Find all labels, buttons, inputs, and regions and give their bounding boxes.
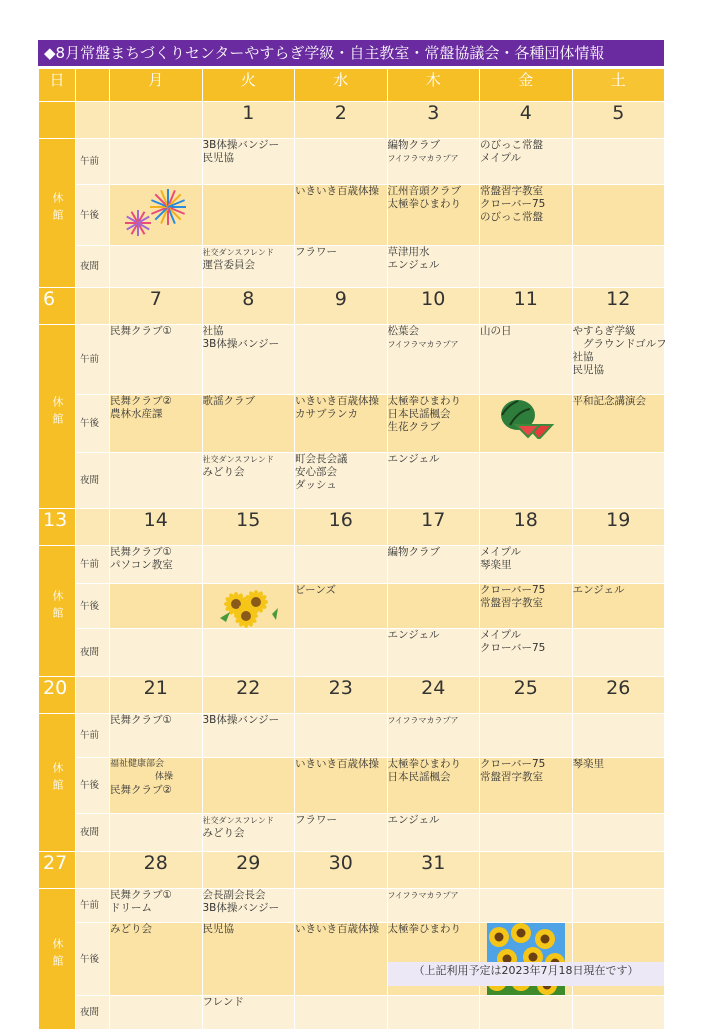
slot-row-ev [39, 629, 665, 677]
event: 山の日 [480, 325, 512, 337]
event: 民児協 [202, 923, 234, 935]
date-label-blank [76, 852, 110, 889]
cell-sat-am [572, 546, 665, 584]
cell-wed-am [295, 325, 388, 395]
event-small: フイフラマカラプア [387, 154, 459, 163]
event: 町会長会議 安心部会 ダッシュ [295, 453, 348, 491]
cell-fri-pm [480, 758, 573, 814]
cell-thu-pm [387, 584, 480, 629]
closed-label [39, 889, 76, 1030]
cell-tue-ev [202, 246, 295, 288]
slot-row-pm [39, 395, 665, 453]
event: 民舞クラブ① パソコン教室 [110, 546, 173, 571]
event: 松葉会 [387, 325, 419, 337]
cell-fri-am [480, 714, 573, 758]
date-sat: 5 [572, 102, 665, 139]
footnote: （上記利用予定は2023年7月18日現在です） [388, 962, 664, 986]
date-tue: 1 [202, 102, 295, 139]
cell-thu-ev [387, 453, 480, 509]
event: エンジェル [572, 584, 625, 596]
closed-text: 休館 [51, 192, 64, 226]
event: やすらぎ学級 グラウンドゴルフ 社協 民児協 [572, 325, 667, 376]
date-row [39, 852, 665, 889]
slot-row-ev [39, 814, 665, 852]
cell-sat-ev [572, 246, 665, 288]
header-mon: 月 [110, 69, 203, 102]
cell-wed-pm [295, 584, 388, 629]
cell-thu-ev [387, 246, 480, 288]
header-blank [76, 69, 110, 102]
event: 3B体操バンジー 民児協 [202, 139, 280, 164]
date-fri: 11 [480, 288, 573, 325]
date-label-blank [76, 288, 110, 325]
closed-label [39, 546, 76, 677]
event: エンジェル [387, 453, 440, 465]
slot-label-ev: 夜間 [76, 246, 110, 288]
date-sat: 26 [572, 677, 665, 714]
cell-mon-ev [110, 814, 203, 852]
event: 会長副会長会 3B体操バンジー [202, 889, 280, 914]
sunflower-icon [216, 584, 280, 628]
date-wed: 16 [295, 509, 388, 546]
cell-thu-ev [387, 629, 480, 677]
date-fri: 25 [480, 677, 573, 714]
date-mon: 14 [110, 509, 203, 546]
cell-fri-ev [480, 246, 573, 288]
event: メイプル クローバー75 [480, 629, 546, 654]
date-sun [39, 102, 76, 139]
cell-fri-am [480, 546, 573, 584]
cell-fri-pm [480, 185, 573, 246]
event: いきいき百歳体操 [295, 923, 379, 935]
event: みどり会 [202, 827, 245, 839]
date-mon: 21 [110, 677, 203, 714]
date-wed: 2 [295, 102, 388, 139]
date-sat [572, 852, 665, 889]
event: 民舞クラブ② 農林水産課 [110, 395, 172, 420]
event-small: 社交ダンスフレンド [202, 816, 274, 825]
event: いきいき百歳体操 [295, 185, 379, 197]
event: フラワー [295, 246, 337, 258]
cell-wed-am [295, 889, 388, 923]
event: 江州音頭クラブ 太極拳ひまわり [387, 185, 461, 210]
event: クローバー75 常盤習字教室 [480, 758, 546, 783]
date-sun: 27 [39, 852, 76, 889]
cell-mon-pm [110, 923, 203, 996]
cell-mon-ev [110, 996, 203, 1030]
slot-label-ev: 夜間 [76, 996, 110, 1030]
event: いきいき百歳体操 [295, 758, 379, 770]
event: 福祉健康部会 体操 [110, 759, 174, 782]
cell-thu-pm [387, 395, 480, 453]
cell-tue-ev [202, 453, 295, 509]
slot-label-am: 午前 [76, 714, 110, 758]
event: 社協 3B体操バンジー [202, 325, 280, 350]
slot-row-ev [39, 453, 665, 509]
date-tue: 8 [202, 288, 295, 325]
date-row [39, 288, 665, 325]
date-row [39, 102, 665, 139]
cell-sat-am [572, 325, 665, 395]
date-thu: 3 [387, 102, 480, 139]
cell-wed-pm [295, 185, 388, 246]
event: 平和記念講演会 [572, 395, 646, 407]
cell-wed-pm [295, 395, 388, 453]
cell-sat-ev [572, 814, 665, 852]
event: 太極拳ひまわり 日本民謡楓会 [387, 758, 461, 783]
event: ビーンズ [295, 584, 337, 596]
header-sat: 土 [572, 69, 665, 102]
header-wed: 水 [295, 69, 388, 102]
date-thu: 17 [387, 509, 480, 546]
slot-label-ev: 夜間 [76, 629, 110, 677]
cell-thu-am [387, 714, 480, 758]
date-row [39, 509, 665, 546]
cell-wed-ev [295, 996, 388, 1030]
event: いきいき百歳体操 カサブランカ [295, 395, 379, 420]
date-row [39, 677, 665, 714]
cell-tue-pm [202, 185, 295, 246]
date-sat: 12 [572, 288, 665, 325]
watermelon-icon [496, 395, 556, 439]
event: みどり会 [110, 923, 152, 935]
date-thu: 10 [387, 288, 480, 325]
slot-label-pm: 午後 [76, 395, 110, 453]
slot-label-ev: 夜間 [76, 814, 110, 852]
cell-sat-pm [572, 758, 665, 814]
event: クローバー75 常盤習字教室 [480, 584, 546, 609]
cell-tue-ev [202, 814, 295, 852]
closed-label [39, 714, 76, 852]
date-sun: 13 [39, 509, 76, 546]
slot-label-am: 午前 [76, 889, 110, 923]
cell-mon-am [110, 139, 203, 185]
event-small: 社交ダンスフレンド [202, 455, 274, 464]
date-fri: 4 [480, 102, 573, 139]
event: 太極拳ひまわり [387, 923, 461, 935]
cell-fri-pm [480, 584, 573, 629]
cell-fri-am [480, 889, 573, 923]
slot-row-pm [39, 185, 665, 246]
event: のびっこ常盤 メイプル [480, 139, 543, 164]
date-label-blank [76, 677, 110, 714]
cell-wed-am [295, 714, 388, 758]
slot-row-am [39, 139, 665, 185]
date-tue: 22 [202, 677, 295, 714]
cell-mon-am [110, 546, 203, 584]
date-thu: 24 [387, 677, 480, 714]
date-mon: 7 [110, 288, 203, 325]
slot-row-ev [39, 996, 665, 1030]
cell-mon-ev [110, 629, 203, 677]
cell-tue-pm [202, 923, 295, 996]
cell-fri-ev [480, 453, 573, 509]
cell-fri-pm [480, 395, 573, 453]
cell-tue-ev [202, 996, 295, 1030]
cell-tue-am [202, 889, 295, 923]
date-mon: 28 [110, 852, 203, 889]
cell-thu-pm [387, 185, 480, 246]
cell-sat-pm [572, 185, 665, 246]
date-wed: 9 [295, 288, 388, 325]
slot-row-am [39, 546, 665, 584]
cell-wed-pm [295, 923, 388, 996]
calendar-table [38, 68, 665, 1030]
closed-text: 休館 [51, 590, 64, 624]
fireworks-icon [116, 185, 196, 245]
closed-label [39, 325, 76, 509]
event: 琴楽里 [572, 758, 604, 770]
cell-mon-pm [110, 758, 203, 814]
slot-label-am: 午前 [76, 139, 110, 185]
cell-thu-am [387, 325, 480, 395]
cell-tue-am [202, 325, 295, 395]
slot-label-pm: 午後 [76, 758, 110, 814]
date-sun: 6 [39, 288, 76, 325]
date-label-blank [76, 102, 110, 139]
cell-sat-am [572, 889, 665, 923]
event: メイプル 琴楽里 [480, 546, 522, 571]
cell-fri-ev [480, 996, 573, 1030]
cell-wed-pm [295, 758, 388, 814]
header-thu: 木 [387, 69, 480, 102]
date-fri: 18 [480, 509, 573, 546]
cell-tue-am [202, 139, 295, 185]
cell-mon-am [110, 714, 203, 758]
cell-thu-am [387, 889, 480, 923]
cell-thu-ev [387, 996, 480, 1030]
date-sat: 19 [572, 509, 665, 546]
closed-text: 休館 [51, 395, 64, 430]
cell-fri-am [480, 325, 573, 395]
slot-label-am: 午前 [76, 546, 110, 584]
cell-thu-am [387, 546, 480, 584]
slot-row-ev [39, 246, 665, 288]
event: 歌謡クラブ [202, 395, 255, 407]
event: 運営委員会 [202, 259, 255, 271]
slot-row-am [39, 889, 665, 923]
event: 民舞クラブ② [110, 784, 172, 796]
header-sun: 日 [39, 69, 76, 102]
cell-wed-am [295, 546, 388, 584]
cell-tue-am [202, 714, 295, 758]
cell-mon-pm [110, 395, 203, 453]
event: 民舞クラブ① [110, 325, 172, 337]
slot-label-pm: 午後 [76, 923, 110, 996]
date-tue: 15 [202, 509, 295, 546]
date-label-blank [76, 509, 110, 546]
cell-tue-pm [202, 584, 295, 629]
event: フレンド [202, 996, 244, 1008]
event: 民舞クラブ① ドリーム [110, 889, 172, 914]
cell-tue-am [202, 546, 295, 584]
cell-fri-ev [480, 629, 573, 677]
cell-wed-ev [295, 453, 388, 509]
closed-text: 休館 [51, 938, 64, 972]
cell-thu-am [387, 139, 480, 185]
cell-sat-ev [572, 996, 665, 1030]
cell-wed-ev [295, 814, 388, 852]
event-small: フイフラマカラプア [387, 891, 459, 900]
event: フラワー [295, 814, 337, 826]
cell-mon-am [110, 889, 203, 923]
closed-text: 休館 [51, 761, 64, 796]
event: 編物クラブ [387, 139, 440, 151]
event: 3B体操バンジー [202, 714, 280, 726]
slot-row-pm [39, 758, 665, 814]
slot-label-ev: 夜間 [76, 453, 110, 509]
cell-sat-ev [572, 629, 665, 677]
event-small: フイフラマカラプア [387, 716, 459, 725]
page-title: ◆8月常盤まちづくりセンターやすらぎ学級・自主教室・常盤協議会・各種団体情報 [38, 40, 664, 66]
cell-sat-ev [572, 453, 665, 509]
slot-row-am [39, 325, 665, 395]
cell-wed-am [295, 139, 388, 185]
closed-label [39, 139, 76, 288]
event: エンジェル [387, 629, 440, 641]
slot-row-pm [39, 584, 665, 629]
cell-mon-ev [110, 453, 203, 509]
cell-mon-am [110, 325, 203, 395]
cell-fri-am [480, 139, 573, 185]
date-sun: 20 [39, 677, 76, 714]
event: 編物クラブ [387, 546, 440, 558]
event: 民舞クラブ① [110, 714, 172, 726]
slot-label-am: 午前 [76, 325, 110, 395]
event-small: 社交ダンスフレンド [202, 248, 274, 257]
event: 草津用水 エンジェル [387, 246, 440, 271]
cell-mon-pm [110, 185, 203, 246]
event-small: フイフラマカラプア [387, 340, 459, 349]
date-wed: 23 [295, 677, 388, 714]
event: みどり会 [202, 466, 245, 478]
cell-wed-ev [295, 246, 388, 288]
cell-sat-am [572, 139, 665, 185]
cell-thu-ev [387, 814, 480, 852]
cell-thu-pm [387, 758, 480, 814]
cell-tue-pm [202, 395, 295, 453]
event: 常盤習字教室 クローバー75 のびっこ常盤 [480, 185, 546, 223]
header-tue: 火 [202, 69, 295, 102]
date-tue: 29 [202, 852, 295, 889]
date-mon [110, 102, 203, 139]
slot-label-pm: 午後 [76, 185, 110, 246]
date-fri [480, 852, 573, 889]
cell-sat-am [572, 714, 665, 758]
cell-mon-pm [110, 584, 203, 629]
cell-tue-pm [202, 758, 295, 814]
date-wed: 30 [295, 852, 388, 889]
cell-mon-ev [110, 246, 203, 288]
cell-fri-ev [480, 814, 573, 852]
weekday-header [39, 69, 665, 102]
header-fri: 金 [480, 69, 573, 102]
slot-row-am [39, 714, 665, 758]
event: エンジェル [387, 814, 440, 826]
event: 太極拳ひまわり 日本民謡楓会 生花クラブ [387, 395, 461, 433]
cell-wed-ev [295, 629, 388, 677]
cell-tue-ev [202, 629, 295, 677]
cell-sat-pm [572, 395, 665, 453]
slot-label-pm: 午後 [76, 584, 110, 629]
cell-sat-pm [572, 584, 665, 629]
date-thu: 31 [387, 852, 480, 889]
